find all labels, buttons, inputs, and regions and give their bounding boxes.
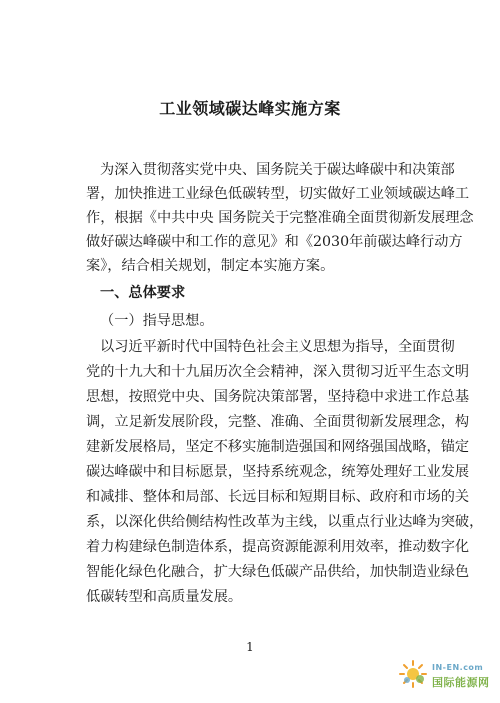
- intro-line: 为深入贯彻落实党中央、国务院关于碳达峰碳中和决策部: [100, 162, 455, 178]
- body-line: 碳达峰碳中和目标愿景，坚持系统观念，统筹处理好工业发展: [86, 464, 470, 480]
- section-heading: 一、总体要求: [100, 285, 186, 301]
- body-line: 低碳转型和高质量发展。: [86, 589, 243, 605]
- page-number: 1: [246, 640, 254, 654]
- intro-line: 案》，结合相关规划，制定本实施方案。: [86, 258, 335, 274]
- body-line: 党的十九大和十九届历次全会精神，深入贯彻习近平生态文明: [86, 364, 470, 380]
- subsection-heading: （一）指导思想。: [100, 313, 214, 329]
- watermark-cn-text: 国际能源网: [432, 676, 490, 689]
- body-line: 着力构建绿色制造体系，提高资源能源利用效率，推动数字化: [86, 539, 470, 555]
- intro-line: 做好碳达峰碳中和工作的意见》和《2030年前碳达峰行动方: [86, 234, 463, 250]
- body-line: 调，立足新发展阶段，完整、准确、全面贯彻新发展理念，构: [86, 414, 470, 430]
- body-line: 思想，按照党中央、国务院决策部署，坚持稳中求进工作总基: [86, 389, 470, 405]
- watermark-logo: [392, 655, 496, 699]
- body-line: 以习近平新时代中国特色社会主义思想为指导，全面贯彻: [100, 339, 455, 355]
- document-title: 工业领域碳达峰实施方案: [159, 99, 341, 118]
- intro-line: 署，加快推进工业绿色低碳转型，切实做好工业领域碳达峰工: [86, 186, 470, 202]
- body-line: 和减排、整体和局部、长远目标和短期目标、政府和市场的关: [86, 489, 470, 505]
- intro-line: 作，根据《中共中央 国务院关于完整准确全面贯彻新发展理念: [86, 210, 474, 226]
- body-line: 系，以深化供给侧结构性改革为主线，以重点行业达峰为突破，: [86, 514, 484, 530]
- body-line: 建新发展格局，坚定不移实施制造强国和网络强国战略，锚定: [86, 439, 470, 455]
- sun-logo-icon: [398, 659, 428, 689]
- watermark-en-text: IN-EN.com: [432, 663, 484, 672]
- body-line: 智能化绿色化融合，扩大绿色低碳产品供给，加快制造业绿色: [86, 564, 470, 580]
